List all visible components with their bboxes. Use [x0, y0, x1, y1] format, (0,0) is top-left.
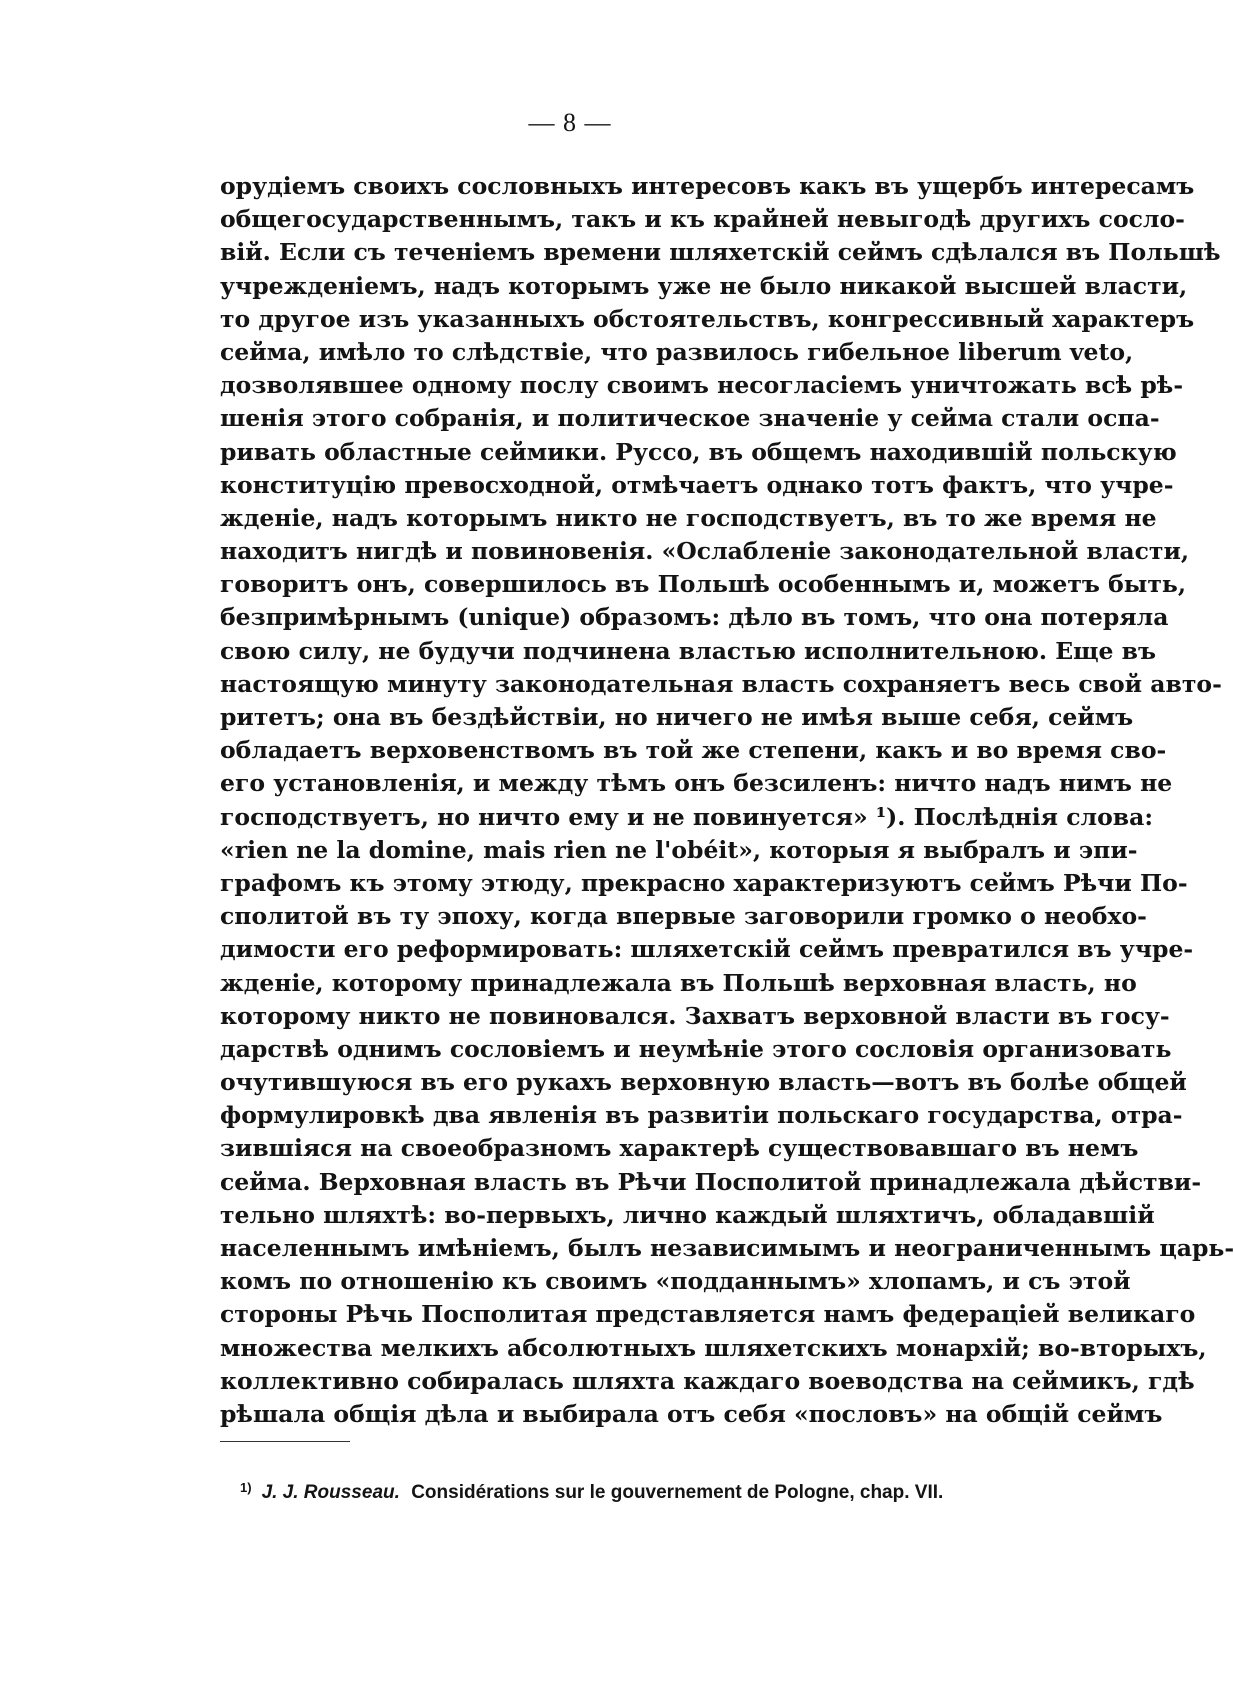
text-line: шенія этого собранія, и политическое значеніе у сейма стали оспа- — [220, 404, 1160, 433]
text-line: его установленія, и между тѣмъ онъ безсиленъ: ничто надъ нимъ не — [220, 769, 1173, 798]
text-line: рѣшала общія дѣла и выбирала отъ себя «пословъ» на общій сеймъ — [220, 1399, 1163, 1428]
text-line: конституцію превосходной, отмѣчаетъ однако тотъ фактъ, что учре- — [220, 470, 1174, 499]
text-line: коллективно собиралась шляхта каждаго воеводства на сеймикъ, гдѣ — [220, 1366, 1195, 1395]
footnote — [240, 1480, 1040, 1504]
text-line: стороны Рѣчь Посполитая представляется намъ федераціей великаго — [220, 1300, 1196, 1329]
text-line: свою силу, не будучи подчинена властью исполнительною. Еще въ — [220, 636, 1157, 665]
text-line: комъ по отношенію къ своимъ «подданнымъ» хлопамъ, и съ этой — [220, 1267, 1131, 1296]
text-line: тельно шляхтѣ: во-первыхъ, лично каждый шляхтичъ, обладавшій — [220, 1200, 1155, 1229]
text-line: орудіемъ своихъ сословныхъ интересовъ какъ въ ущербъ интересамъ — [220, 172, 1195, 200]
page-number: — 8 — — [528, 108, 612, 137]
text-line: говоритъ онъ, совершилось въ Польшѣ особеннымъ и, можетъ быть, — [220, 570, 1187, 599]
text-line: сполитой въ ту эпоху, когда впервые заговорили громко о необхо- — [220, 902, 1147, 931]
text-line: находитъ нигдѣ и повиновенія. «Ослабленіе законодательной власти, — [220, 537, 1190, 566]
text-line: множества мелкихъ абсолютныхъ шляхетскихъ монархій; во-вторыхъ, — [220, 1333, 1207, 1362]
text-line: безпримѣрнымъ (unique) образомъ: дѣло въ томъ, что она потеряла — [220, 603, 1169, 632]
text-line: населеннымъ имѣніемъ, былъ независимымъ и неограниченнымъ царь- — [220, 1234, 1234, 1262]
text-line: обладаетъ верховенствомъ въ той же степени, какъ и во время сво- — [220, 736, 1167, 765]
text-line: димости его реформировать: шляхетскій сеймъ превратился въ учре- — [220, 935, 1194, 964]
text-line: то другое изъ указанныхъ обстоятельствъ, конгрессивный характеръ — [220, 304, 1195, 333]
text-line: ритетъ; она въ бездѣйствіи, но ничего не имѣя выше себя, сеймъ — [220, 703, 1134, 731]
body-text — [220, 170, 1234, 1431]
text-line: ривать областные сеймики. Руссо, въ общемъ находившій польскую — [220, 437, 1177, 466]
text-line: вій. Если съ теченіемъ времени шляхетскій сеймъ сдѣлался въ Польшѣ — [220, 238, 1221, 267]
text-line: жденіе, которому принадлежала въ Польшѣ верховная власть, но — [220, 968, 1137, 997]
footnote-text: Considérations sur le gouvernement de Pologne, chap. VII. — [411, 1482, 944, 1503]
text-line: настоящую минуту законодательная власть сохраняетъ весь свой авто- — [220, 669, 1222, 698]
text-line: жденіе, надъ которымъ никто не господствуетъ, въ то же время не — [220, 503, 1157, 532]
text-line: графомъ къ этому этюду, прекрасно характеризуютъ сеймъ Рѣчи По- — [220, 868, 1188, 897]
text-line: дозволявшее одному послу своимъ несогласіемъ уничтожать всѣ рѣ- — [220, 371, 1184, 400]
text-line: формулировкѣ два явленія въ развитіи польскаго государства, отра- — [220, 1101, 1183, 1130]
text-line: дарствѣ однимъ сословіемъ и неумѣніе этого сословія организовать — [220, 1034, 1172, 1063]
text-line: учрежденіемъ, надъ которымъ уже не было никакой высшей власти, — [220, 271, 1188, 300]
footnote-author: J. J. Rousseau. — [261, 1482, 400, 1503]
text-line: «rien ne la domine, mais rien ne l'obéit», которыя я выбралъ и эпи- — [220, 835, 1138, 864]
text-line: сейма, имѣло то слѣдствіе, что развилось гибельное liberum veto, — [220, 337, 1134, 366]
text-line: которому никто не повиновался. Захватъ верховной власти въ госу- — [220, 1001, 1170, 1030]
text-line: общегосударственнымъ, такъ и къ крайней невыгодѣ другихъ сосло- — [220, 205, 1185, 234]
text-line: зившіяся на своеобразномъ характерѣ существовавшаго въ немъ — [220, 1134, 1139, 1163]
text-line: господствуетъ, но ничто ему и не повинуется» ¹). Послѣднія слова: — [220, 802, 1153, 831]
footnote-divider — [220, 1441, 350, 1442]
footnote-marker: 1) — [240, 1480, 252, 1495]
text-line: очутившуюся въ его рукахъ верховную власть—вотъ въ болѣе общей — [220, 1068, 1187, 1097]
text-line: сейма. Верховная власть въ Рѣчи Посполитой принадлежала дѣйстви- — [220, 1167, 1202, 1196]
